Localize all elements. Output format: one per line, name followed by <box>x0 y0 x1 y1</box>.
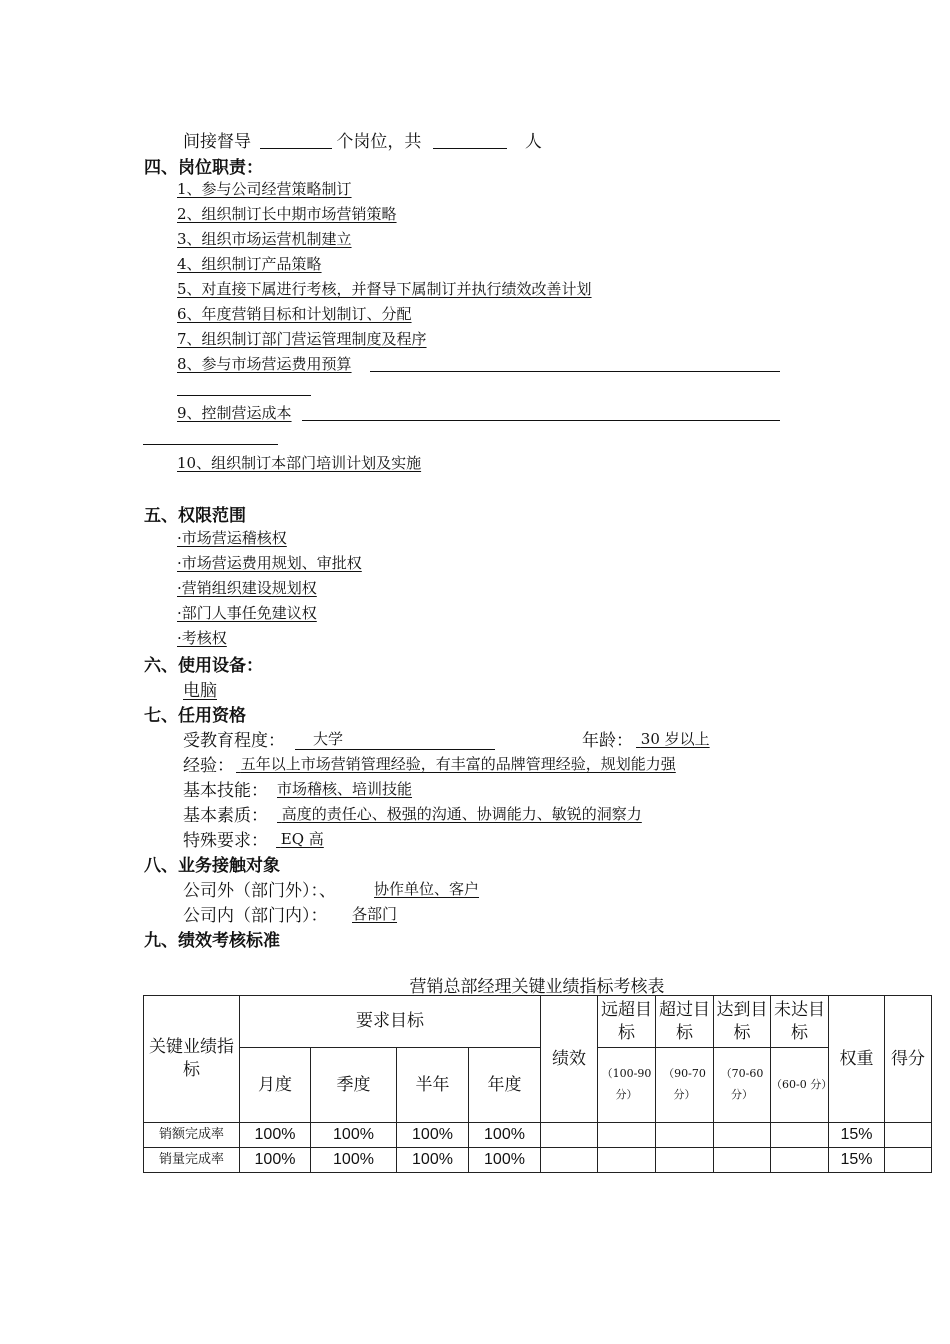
quality-value-text: 高度的责任心、极强的沟通、协调能力、敏锐的洞察力 <box>281 805 642 823</box>
supervise-indirect-label: 间接督导 <box>183 132 251 152</box>
inside-contact-value: 各部门 <box>352 905 398 923</box>
inside-contact-label: 公司内（部门内）： <box>183 906 328 926</box>
education-value <box>295 728 495 750</box>
authority-item: ·部门人事任免建议权 <box>177 604 317 622</box>
outside-contact-label: 公司外（部门外）：、 <box>183 881 336 901</box>
row-kpi-name: 销量完成率 <box>144 1148 240 1173</box>
quality-value <box>277 803 642 824</box>
row-weight-value[interactable]: 15% <box>829 1123 885 1148</box>
skill-value: 市场稽核、培训技能 <box>277 780 413 798</box>
row-year-value[interactable]: 100% <box>469 1148 541 1173</box>
duty-item: 6、年度营销目标和计划制订、分配 <box>177 305 412 323</box>
section4-title: 四、岗位职责： <box>144 158 263 178</box>
education-value-text: 大学 <box>313 730 344 748</box>
row-weight-value[interactable]: 15% <box>829 1148 885 1173</box>
duty-item-8-rule <box>370 371 780 372</box>
outside-contact-value: 协作单位、客户 <box>374 880 480 898</box>
special-value-text: EQ 高 <box>280 830 324 848</box>
row-score-cell[interactable] <box>885 1148 932 1173</box>
half-year-header: 半年 <box>397 1048 469 1123</box>
row-reach-cell[interactable] <box>714 1148 771 1173</box>
duty-item-8-continuation-rule <box>177 395 311 396</box>
experience-value <box>236 753 676 774</box>
exceed-header: 超过目标 <box>656 996 714 1048</box>
special-label: 特殊要求： <box>183 831 268 851</box>
duty-item: 8、参与市场营运费用预算 <box>177 355 352 373</box>
kpi-table-caption: 营销总部经理关键业绩指标考核表 <box>409 977 665 997</box>
section7-title: 七、任用资格 <box>144 706 246 726</box>
quarter-header: 季度 <box>311 1048 397 1123</box>
month-header: 月度 <box>240 1048 311 1123</box>
age-value-text: 30 岁以上 <box>640 730 710 748</box>
authority-item: ·市场营运稽核权 <box>177 529 287 547</box>
authority-item: ·营销组织建设规划权 <box>177 579 317 597</box>
age-value <box>636 728 710 749</box>
duty-item: 2、组织制订长中期市场营销策略 <box>177 205 397 223</box>
authority-item: ·考核权 <box>177 629 227 647</box>
row-quarter-value[interactable]: 100% <box>311 1123 397 1148</box>
section5-title: 五、权限范围 <box>144 506 246 526</box>
duty-item-9-rule <box>302 420 780 421</box>
performance-header: 绩效 <box>541 996 598 1123</box>
row-miss-cell[interactable] <box>771 1123 829 1148</box>
duty-item: 7、组织制订部门营运管理制度及程序 <box>177 330 427 348</box>
skill-label: 基本技能： <box>183 781 268 801</box>
supervise-total-blank[interactable] <box>433 132 507 149</box>
supervise-line <box>183 127 542 152</box>
section6-title: 六、使用设备： <box>144 656 263 676</box>
row-performance-cell[interactable] <box>541 1123 598 1148</box>
section9-title: 九、绩效考核标准 <box>144 931 280 951</box>
row-miss-cell[interactable] <box>771 1148 829 1173</box>
row-year-value[interactable]: 100% <box>469 1123 541 1148</box>
row-exceed-cell[interactable] <box>656 1123 714 1148</box>
exceed-far-header: 远超目标 <box>598 996 656 1048</box>
authority-item: ·市场营运费用规划、审批权 <box>177 554 362 572</box>
row-performance-cell[interactable] <box>541 1148 598 1173</box>
kpi-header: 关键业绩指标 <box>144 996 240 1123</box>
supervise-count-blank[interactable] <box>260 132 332 149</box>
duty-item-9-continuation-rule <box>143 444 278 445</box>
age-label: 年龄： <box>582 731 633 751</box>
special-value <box>276 828 324 849</box>
miss-range: （60-0 分） <box>771 1048 829 1123</box>
row-exceed-cell[interactable] <box>656 1148 714 1173</box>
row-half-value[interactable]: 100% <box>397 1123 469 1148</box>
section8-title: 八、业务接触对象 <box>144 856 280 876</box>
row-exceed-far-cell[interactable] <box>598 1123 656 1148</box>
duty-item: 10、组织制订本部门培训计划及实施 <box>177 454 422 472</box>
miss-header: 未达目标 <box>771 996 829 1048</box>
duty-item: 3、组织市场运营机制建立 <box>177 230 352 248</box>
table-row <box>144 1123 932 1148</box>
supervise-positions-label: 个岗位，共 <box>336 132 422 152</box>
row-reach-cell[interactable] <box>714 1123 771 1148</box>
weight-header: 权重 <box>829 996 885 1123</box>
row-month-value[interactable]: 100% <box>240 1123 311 1148</box>
experience-label: 经验： <box>183 756 234 776</box>
duty-item: 9、控制营运成本 <box>177 404 292 422</box>
duty-item: 5、对直接下属进行考核，并督导下属制订并执行绩效改善计划 <box>177 280 592 298</box>
table-row <box>144 1148 932 1173</box>
device-value: 电脑 <box>183 681 217 701</box>
row-month-value[interactable]: 100% <box>240 1148 311 1173</box>
duty-item: 4、组织制订产品策略 <box>177 255 322 273</box>
exceed-range: （90-70 分） <box>656 1048 714 1123</box>
year-header: 年度 <box>469 1048 541 1123</box>
row-kpi-name: 销额完成率 <box>144 1123 240 1148</box>
reach-range: （70-60 分） <box>714 1048 771 1123</box>
quality-label: 基本素质： <box>183 806 268 826</box>
score-header: 得分 <box>885 996 932 1123</box>
supervise-person-label: 人 <box>524 132 542 152</box>
row-exceed-far-cell[interactable] <box>598 1148 656 1173</box>
row-quarter-value[interactable]: 100% <box>311 1148 397 1173</box>
reach-header: 达到目标 <box>714 996 771 1048</box>
experience-value-text: 五年以上市场营销管理经验，有丰富的品牌管理经验，规划能力强 <box>240 755 676 773</box>
education-label: 受教育程度： <box>183 731 285 751</box>
target-header: 要求目标 <box>240 996 541 1048</box>
exceed-far-range: （100-90 分） <box>598 1048 656 1123</box>
row-half-value[interactable]: 100% <box>397 1148 469 1173</box>
row-score-cell[interactable] <box>885 1123 932 1148</box>
kpi-table <box>143 995 932 1173</box>
duty-item: 1、参与公司经营策略制订 <box>177 180 352 198</box>
